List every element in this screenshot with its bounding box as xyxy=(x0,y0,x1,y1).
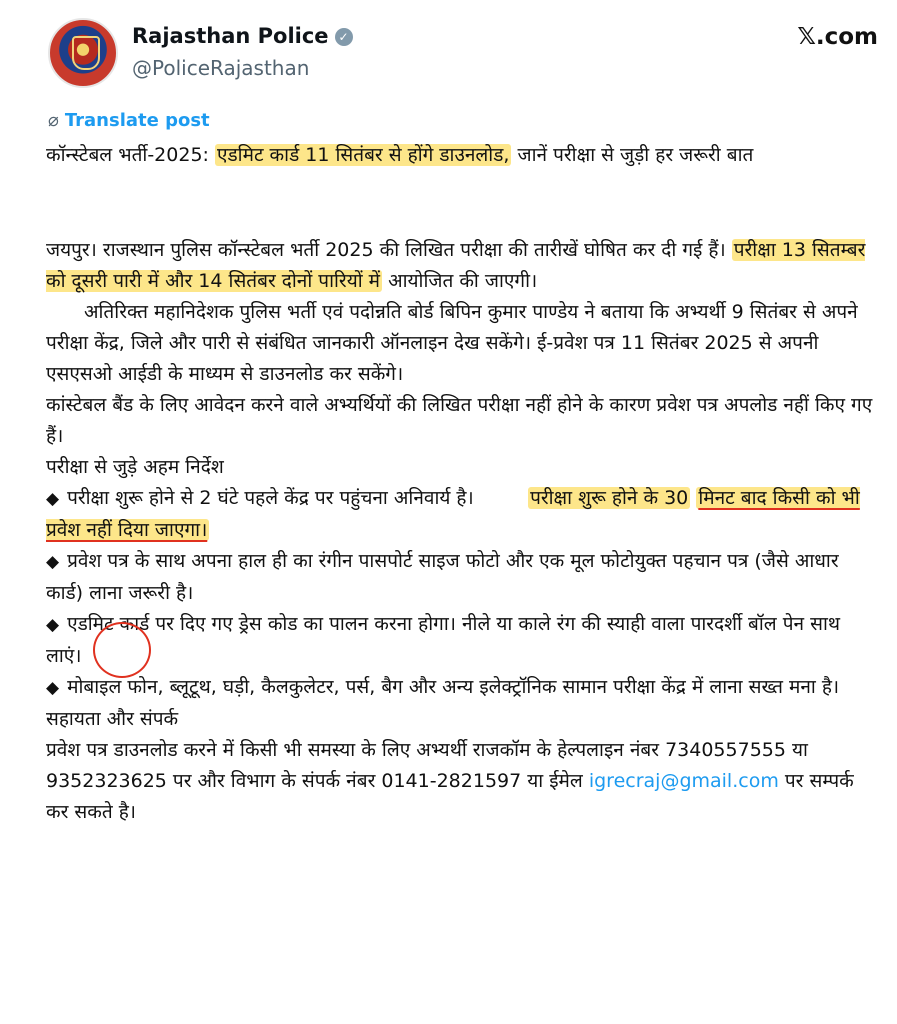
account-name[interactable] xyxy=(132,24,353,48)
text: पर सम्पर्क कर सकते है। xyxy=(46,770,854,823)
text: परीक्षा शुरू होने से 2 घंटे पहले केंद्र पर पहुंचना अनिवार्य है। xyxy=(67,487,474,509)
bullet-icon: ◆ xyxy=(46,489,60,509)
text: एडमिट कार्ड पर दिए गए ड्रेस कोड का पालन करना होगा। नीले या काले रंग की स्याही वाला पारदर्शी बॉल पेन साथ लाएं। xyxy=(46,613,841,667)
account-handle[interactable]: @PoliceRajasthan xyxy=(132,56,310,80)
paragraph-3: कांस्टेबल बैंड के लिए आवेदन करने वाले अभ्यर्थियों की लिखित परीक्षा नहीं होने के कारण प्रवेश पत्र अपलोड नहीं किए गए हैं। xyxy=(46,394,873,447)
entry-rule-highlight: परीक्षा शुरू होने के 30 xyxy=(530,487,689,509)
bullet-3 xyxy=(46,609,876,672)
headline-highlight: एडमिट कार्ड 11 सितंबर से होंगे डाउनलोड, xyxy=(216,144,510,166)
x-logo: 𝕏.com xyxy=(797,24,878,50)
email-link[interactable]: igrecraj@gmail.com xyxy=(588,770,779,792)
entry-rule-highlight-underlined: मिनट बाद किसी को भी प्रवेश नहीं दिया जाएगा। xyxy=(46,487,860,541)
account-name-text: Rajasthan Police xyxy=(132,24,329,48)
bullet-4 xyxy=(46,672,876,704)
section-heading-help: सहायता और संपर्क xyxy=(46,708,179,730)
text: जयपुर। राजस्थान पुलिस कॉन्स्टेबल भर्ती 2025 की लिखित परीक्षा की तारीखें घोषित कर दी गई हैं। xyxy=(46,239,732,261)
globe-icon: ⌀ xyxy=(48,110,59,131)
text: आयोजित की जाएगी। xyxy=(382,270,538,292)
bullet-2 xyxy=(46,546,876,609)
bullet-icon: ◆ xyxy=(46,615,60,635)
translate-label: Translate post xyxy=(64,110,210,131)
avatar[interactable] xyxy=(48,18,118,88)
section-heading-instructions: परीक्षा से जुड़े अहम निर्देश xyxy=(46,456,224,478)
bullet-1 xyxy=(46,483,876,546)
bullet-icon: ◆ xyxy=(46,678,60,698)
paragraph-2: अतिरिक्त महानिदेशक पुलिस भर्ती एवं पदोन्नति बोर्ड बिपिन कुमार पाण्डेय ने बताया कि अभ्यर्थी 9 सितंबर से अपने परीक्षा केंद्र, जिले और पारी से संबंधित जानकारी ऑनलाइन देख सकेंगे। ई-प्रवेश पत्र 11 सितंबर 2025 से अपनी एसएसओ आईडी के माध्यम से डाउनलोड कर सकेंगे। xyxy=(46,301,858,385)
red-circle-annotation xyxy=(93,622,151,678)
text: प्रवेश पत्र डाउनलोड करने में किसी भी समस्या के लिए अभ्यर्थी राजकॉम के हेल्पलाइन नंबर 7340557555 या 9352323625 पर और विभाग के संपर्क नंबर 0141-2821597 या ईमेल xyxy=(46,739,808,792)
police-emblem-icon xyxy=(72,36,100,70)
headline-part: कॉन्स्टेबल भर्ती-2025: xyxy=(46,144,215,166)
headline xyxy=(46,140,876,171)
text: प्रवेश पत्र के साथ अपना हाल ही का रंगीन पासपोर्ट साइज फोटो और एक मूल फोटोयुक्त पहचान पत्र (जैसे आधार कार्ड) लाना जरूरी है। xyxy=(46,550,839,604)
headline-part: जानें परीक्षा से जुड़ी हर जरूरी बात xyxy=(511,144,754,166)
spacer xyxy=(46,171,876,235)
paragraph-4 xyxy=(46,735,876,828)
verified-badge-icon: ✓ xyxy=(335,28,353,46)
exam-dates-highlight: परीक्षा 13 सितम्बर को दूसरी पारी में और 14 सितंबर दोनों पारियों में xyxy=(46,239,866,292)
post-body xyxy=(46,140,876,828)
post-header xyxy=(48,18,878,88)
translate-post-link[interactable] xyxy=(48,110,210,131)
text: मोबाइल फोन, ब्लूटूथ, घड़ी, कैलकुलेटर, पर्स, बैग और अन्य इलेक्ट्रॉनिक सामान परीक्षा केंद्र में लाना सख्त मना है। xyxy=(67,676,840,698)
bullet-icon: ◆ xyxy=(46,552,60,572)
paragraph-1 xyxy=(46,235,876,297)
